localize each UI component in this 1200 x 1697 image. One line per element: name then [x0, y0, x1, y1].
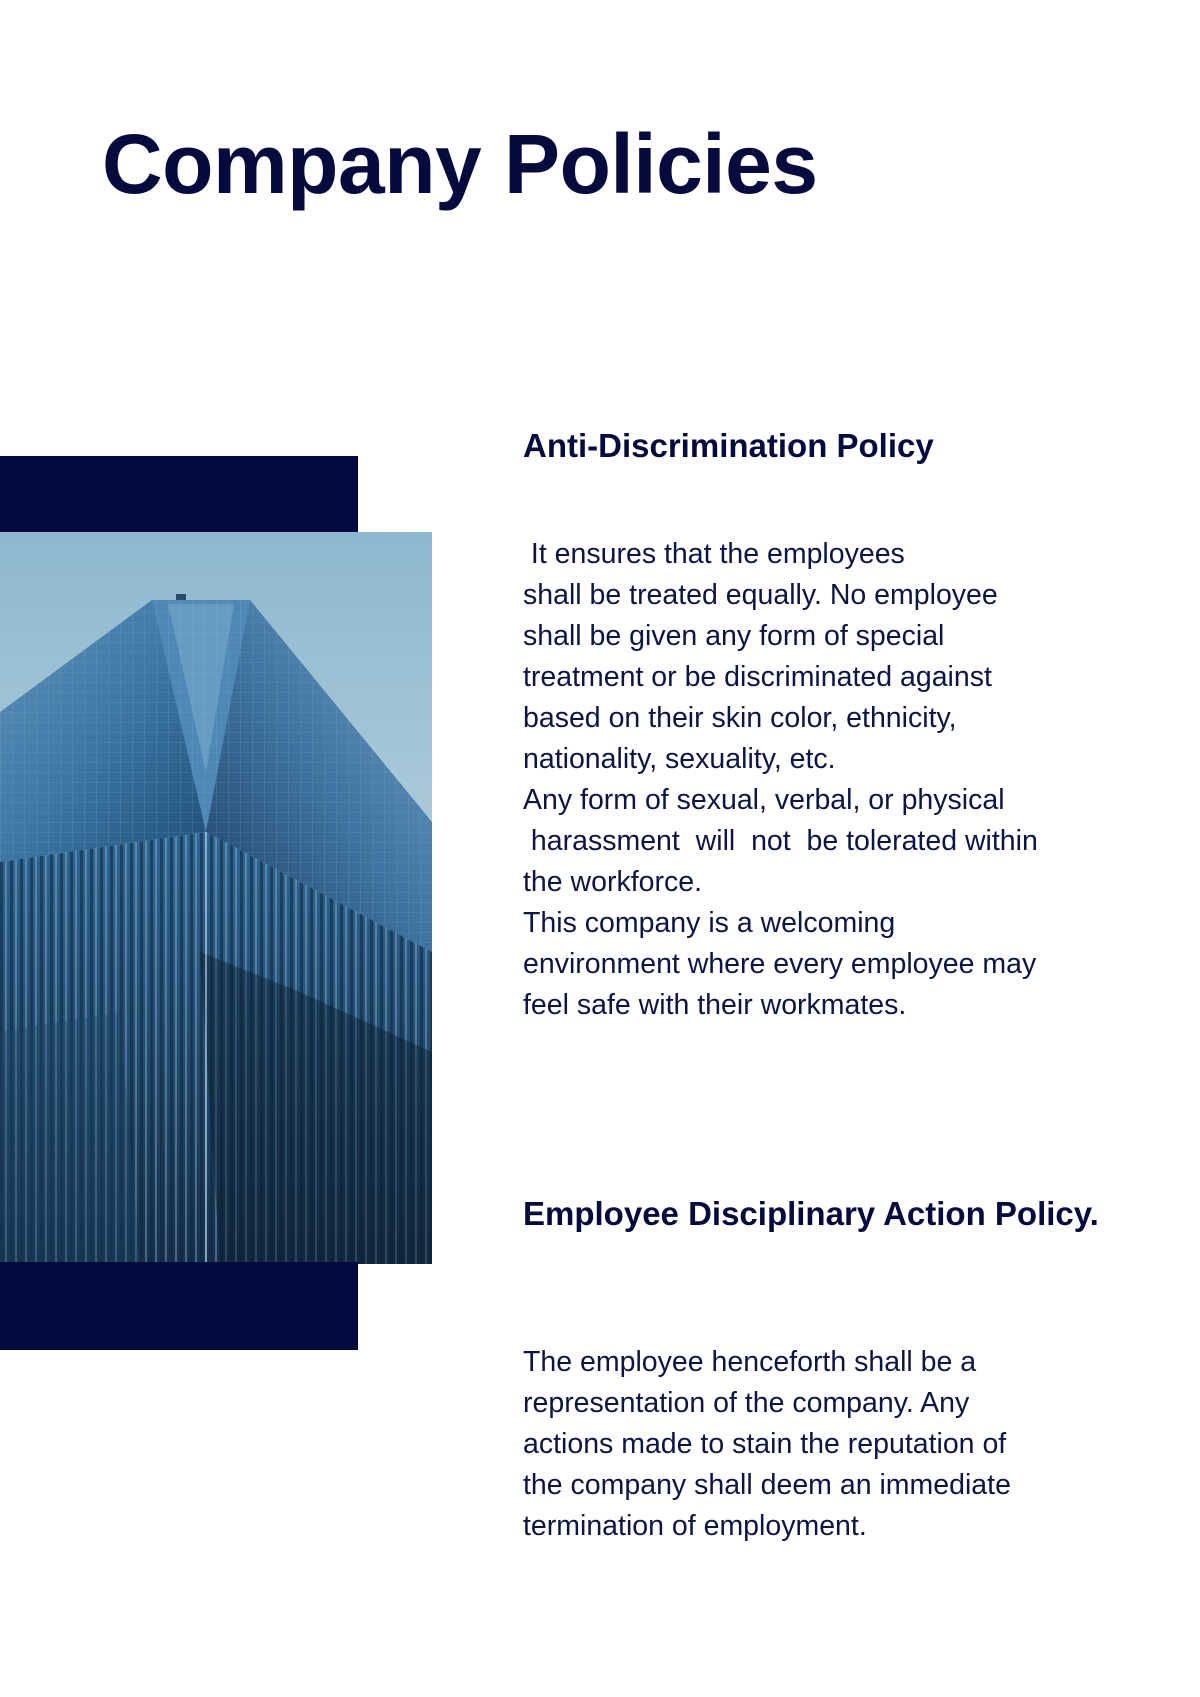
body-line: Any form of sexual, verbal, or physical: [523, 784, 1005, 816]
body-line: termination of employment.: [523, 1510, 867, 1542]
body-line: The employee henceforth shall be a: [523, 1346, 977, 1378]
page-title: Company Policies: [102, 117, 818, 211]
body-line: actions made to stain the reputation of: [523, 1428, 1007, 1460]
body-line: nationality, sexuality, etc.: [523, 743, 836, 775]
section-heading-disciplinary-action: Employee Disciplinary Action Policy.: [523, 1195, 1099, 1232]
navy-accent-bar-top: [0, 456, 358, 534]
body-line: shall be given any form of special: [523, 620, 945, 652]
body-line: harassment will not be tolerated within: [523, 825, 1038, 857]
body-line: treatment or be discriminated against: [523, 661, 992, 693]
body-line: based on their skin color, ethnicity,: [523, 702, 957, 734]
skyscraper-photo: [0, 532, 432, 1264]
section-heading-anti-discrimination: Anti-Discrimination Policy: [523, 427, 934, 464]
body-line: representation of the company. Any: [523, 1387, 970, 1419]
navy-accent-bar-bottom: [0, 1262, 358, 1350]
section-body-disciplinary-action: [523, 1342, 1143, 1547]
body-line: shall be treated equally. No employee: [523, 579, 998, 611]
body-line: environment where every employee may: [523, 948, 1037, 980]
body-line: the company shall deem an immediate: [523, 1469, 1011, 1501]
body-line: the workforce.: [523, 866, 702, 898]
body-line: feel safe with their workmates.: [523, 989, 907, 1021]
section-body-anti-discrimination: [523, 534, 1143, 1026]
body-line: It ensures that the employees: [523, 538, 905, 570]
body-line: This company is a welcoming: [523, 907, 896, 939]
